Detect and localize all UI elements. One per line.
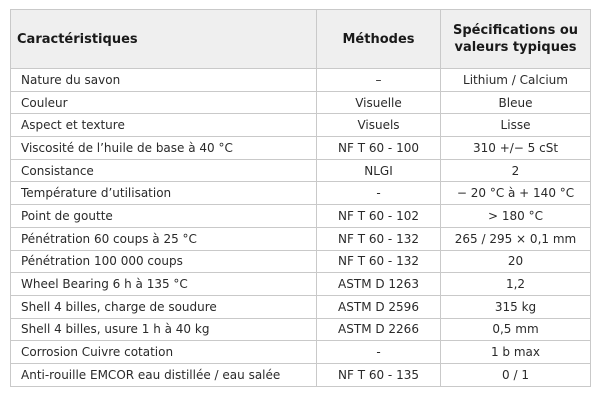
header-specifications-line2: valeurs typiques	[454, 40, 577, 55]
cell-value: 265 / 295 × 0,1 mm	[441, 227, 591, 250]
cell-value: 2	[441, 159, 591, 182]
cell-value: 1,2	[441, 273, 591, 296]
cell-method: NF T 60 - 102	[317, 205, 441, 228]
cell-method: -	[317, 341, 441, 364]
spec-table-container	[10, 9, 590, 387]
table-row	[11, 295, 591, 318]
cell-value: Lithium / Calcium	[441, 69, 591, 92]
table-row	[11, 91, 591, 114]
cell-value: 310 +/− 5 cSt	[441, 137, 591, 160]
cell-value: 0,5 mm	[441, 318, 591, 341]
table-row	[11, 137, 591, 160]
cell-characteristic: Wheel Bearing 6 h à 135 °C	[11, 273, 317, 296]
table-row	[11, 205, 591, 228]
cell-characteristic: Anti-rouille EMCOR eau distillée / eau salée	[11, 363, 317, 386]
cell-method: NF T 60 - 132	[317, 250, 441, 273]
cell-method: ASTM D 2596	[317, 295, 441, 318]
cell-characteristic: Consistance	[11, 159, 317, 182]
cell-characteristic: Corrosion Cuivre cotation	[11, 341, 317, 364]
table-row	[11, 273, 591, 296]
header-row	[11, 10, 591, 69]
cell-method: Visuelle	[317, 91, 441, 114]
cell-value: Lisse	[441, 114, 591, 137]
cell-characteristic: Shell 4 billes, charge de soudure	[11, 295, 317, 318]
cell-method: –	[317, 69, 441, 92]
table-row	[11, 114, 591, 137]
cell-characteristic: Aspect et texture	[11, 114, 317, 137]
cell-characteristic: Point de goutte	[11, 205, 317, 228]
table-row	[11, 318, 591, 341]
cell-method: Visuels	[317, 114, 441, 137]
cell-characteristic: Température d’utilisation	[11, 182, 317, 205]
table-row	[11, 250, 591, 273]
table-row	[11, 363, 591, 386]
table-body	[11, 69, 591, 387]
cell-value: 1 b max	[441, 341, 591, 364]
table-row	[11, 227, 591, 250]
table-header	[11, 10, 591, 69]
header-characteristics: Caractéristiques	[11, 10, 317, 69]
spec-table	[10, 9, 591, 387]
cell-characteristic: Pénétration 100 000 coups	[11, 250, 317, 273]
cell-characteristic: Couleur	[11, 91, 317, 114]
cell-value: Bleue	[441, 91, 591, 114]
cell-method: -	[317, 182, 441, 205]
cell-value: 315 kg	[441, 295, 591, 318]
cell-value: 0 / 1	[441, 363, 591, 386]
cell-characteristic: Viscosité de l’huile de base à 40 °C	[11, 137, 317, 160]
header-specifications-line1: Spécifications ou	[452, 23, 579, 38]
cell-value: > 180 °C	[441, 205, 591, 228]
cell-characteristic: Pénétration 60 coups à 25 °C	[11, 227, 317, 250]
cell-method: NLGI	[317, 159, 441, 182]
cell-method: NF T 60 - 100	[317, 137, 441, 160]
table-row	[11, 69, 591, 92]
table-row	[11, 341, 591, 364]
cell-value: − 20 °C à + 140 °C	[441, 182, 591, 205]
cell-characteristic: Nature du savon	[11, 69, 317, 92]
cell-method: NF T 60 - 135	[317, 363, 441, 386]
cell-method: NF T 60 - 132	[317, 227, 441, 250]
cell-method: ASTM D 2266	[317, 318, 441, 341]
table-row	[11, 182, 591, 205]
table-row	[11, 159, 591, 182]
cell-value: 20	[441, 250, 591, 273]
header-methods: Méthodes	[317, 10, 441, 69]
header-specifications	[441, 10, 591, 69]
cell-characteristic: Shell 4 billes, usure 1 h à 40 kg	[11, 318, 317, 341]
cell-method: ASTM D 1263	[317, 273, 441, 296]
